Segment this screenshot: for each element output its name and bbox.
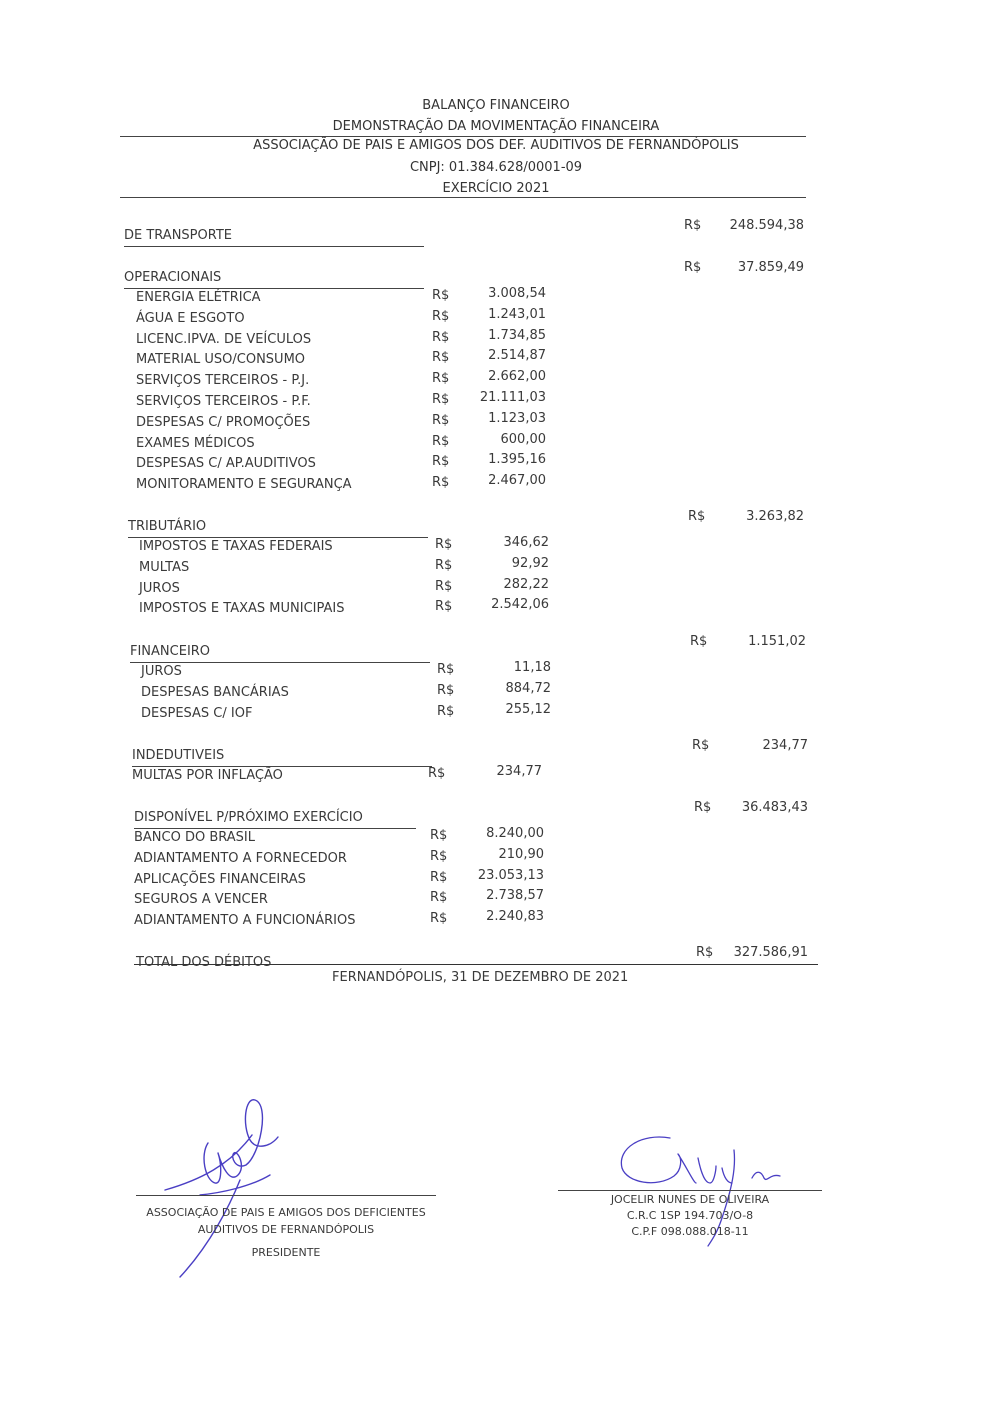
line-item-value: 92,92: [511, 555, 549, 571]
section-total: 3.263,82: [746, 509, 804, 524]
line-item-value: 346,62: [503, 535, 549, 550]
line-item-value: 282,22: [503, 576, 549, 592]
currency-symbol: R$: [432, 412, 450, 428]
line-item-label: JUROS: [141, 664, 182, 679]
currency-symbol: R$: [432, 475, 450, 491]
currency-symbol: R$: [432, 454, 450, 470]
currency-symbol: R$: [430, 848, 448, 864]
line-item-label: JUROS: [139, 580, 180, 596]
section-underline: [130, 662, 430, 663]
section-title: INDEDUTIVEIS: [132, 748, 225, 763]
line-item-value: 23.053,13: [477, 867, 544, 883]
section-title: DISPONÍVEL P/PRÓXIMO EXERCÍCIO: [134, 810, 363, 825]
line-item-value: 2.662,00: [488, 369, 546, 385]
currency-symbol: R$: [435, 599, 453, 615]
line-item-label: ENERGIA ELÉTRICA: [136, 290, 261, 305]
section-total: 37.859,49: [737, 260, 804, 275]
currency-symbol: R$: [437, 703, 455, 719]
line-item-label: DESPESAS C/ IOF: [141, 705, 253, 721]
section-underline: [128, 537, 428, 538]
report-title: BALANÇO FINANCEIRO: [422, 98, 570, 113]
line-item-value: 2.542,06: [491, 597, 549, 613]
currency-symbol: R$: [430, 890, 448, 906]
section-title: FINANCEIRO: [130, 644, 211, 659]
currency-symbol: R$: [432, 329, 450, 345]
line-item-value: 11,18: [513, 660, 551, 675]
line-item-value: 1.123,03: [488, 410, 546, 426]
line-item-label: IMPOSTOS E TAXAS MUNICIPAIS: [139, 601, 345, 617]
line-item-label: DESPESAS C/ AP.AUDITIVOS: [136, 456, 316, 472]
currency-symbol: R$: [692, 738, 710, 753]
right-signature-block: [560, 1193, 820, 1238]
left-signature-line1: ASSOCIAÇÃO DE PAIS E AMIGOS DOS DEFICIENTES: [146, 1206, 426, 1219]
total-underline: [134, 964, 818, 965]
line-item-value: 1.734,85: [488, 327, 546, 343]
currency-symbol: R$: [435, 537, 453, 552]
report-subtitle: DEMONSTRAÇÃO DA MOVIMENTAÇÃO FINANCEIRA: [332, 119, 660, 134]
line-item-value: 210,90: [498, 846, 544, 862]
currency-symbol: R$: [435, 557, 453, 573]
section-underline: [124, 246, 424, 247]
currency-symbol: R$: [694, 800, 712, 815]
accountant-name: JOCELIR NUNES DE OLIVEIRA: [610, 1193, 770, 1206]
currency-symbol: R$: [435, 578, 453, 594]
line-item-label: LICENC.IPVA. DE VEÍCULOS: [136, 331, 312, 347]
section-total: 234,77: [762, 738, 808, 753]
accountant-cpf: C.P.F 098.088.018-11: [631, 1225, 749, 1238]
line-item-label: ADIANTAMENTO A FORNECEDOR: [134, 850, 347, 866]
currency-symbol: R$: [430, 828, 448, 843]
currency-symbol: R$: [688, 509, 706, 524]
line-item-value: 1.395,16: [488, 452, 546, 468]
section-title: OPERACIONAIS: [124, 270, 222, 285]
currency-symbol: R$: [684, 260, 702, 275]
cnpj: CNPJ: 01.384.628/0001-09: [409, 160, 583, 175]
left-signature-role: PRESIDENTE: [251, 1246, 321, 1259]
line-item-label: DESPESAS BANCÁRIAS: [141, 684, 289, 700]
section-title: DE TRANSPORTE: [124, 228, 232, 243]
left-signature-block: [136, 1206, 436, 1259]
currency-symbol: R$: [690, 634, 708, 649]
section-total: 1.151,02: [748, 634, 806, 649]
organization-name: ASSOCIAÇÃO DE PAIS E AMIGOS DOS DEF. AUDITIVOS DE FERNANDÓPOLIS: [253, 138, 739, 153]
line-item-label: MULTAS POR INFLAÇÃO: [132, 768, 283, 783]
line-item-label: ÁGUA E ESGOTO: [136, 310, 245, 326]
line-item-value: 600,00: [500, 431, 546, 447]
currency-symbol: R$: [432, 288, 450, 303]
currency-symbol: R$: [432, 350, 450, 366]
line-item-label: SEGUROS A VENCER: [134, 892, 268, 908]
line-item-value: 1.243,01: [488, 306, 546, 322]
section-total: 36.483,43: [741, 800, 808, 815]
currency-symbol: R$: [430, 911, 448, 927]
fiscal-year: EXERCÍCIO 2021: [442, 181, 550, 196]
line-item-value: 3.008,54: [488, 286, 546, 301]
line-item-label: BANCO DO BRASIL: [134, 830, 255, 845]
currency-symbol: R$: [684, 218, 702, 233]
line-item-value: 255,12: [505, 701, 551, 717]
header-divider-bottom: [120, 197, 806, 198]
left-signature-line: [136, 1195, 436, 1196]
line-item-label: MONITORAMENTO E SEGURANÇA: [136, 477, 352, 493]
currency-symbol: R$: [432, 433, 450, 449]
line-item-label: IMPOSTOS E TAXAS FEDERAIS: [139, 539, 333, 554]
line-item-value: 2.240,83: [486, 909, 544, 925]
currency-symbol: R$: [437, 682, 455, 698]
line-item-value: 2.467,00: [488, 473, 546, 489]
line-item-value: 8.240,00: [486, 826, 544, 841]
currency-symbol: R$: [437, 662, 455, 677]
line-item-value: 2.514,87: [488, 348, 546, 364]
date-line: FERNANDÓPOLIS, 31 DE DEZEMBRO DE 2021: [332, 970, 629, 985]
accountant-crc: C.R.C 1SP 194.703/O-8: [626, 1209, 754, 1222]
line-item-value: 21.111,03: [479, 390, 546, 405]
section-underline: [124, 288, 424, 289]
currency-symbol: R$: [432, 308, 450, 324]
line-item-value: 884,72: [505, 680, 551, 696]
line-item-label: MATERIAL USO/CONSUMO: [136, 352, 306, 368]
section-title: TRIBUTÁRIO: [128, 519, 207, 534]
currency-symbol: R$: [432, 392, 450, 407]
section-underline: [132, 766, 432, 767]
left-signature-line2: AUDITIVOS DE FERNANDÓPOLIS: [197, 1223, 375, 1236]
line-item-label: ADIANTAMENTO A FUNCIONÁRIOS: [134, 913, 356, 929]
total-debitos-value: 327.586,91: [733, 945, 808, 960]
line-item-label: SERVIÇOS TERCEIROS - P.F.: [136, 394, 311, 409]
right-signature-line: [558, 1190, 822, 1191]
currency-symbol: R$: [430, 869, 448, 885]
currency-symbol: R$: [696, 945, 714, 960]
section-total: 248.594,38: [729, 218, 804, 233]
line-item-label: MULTAS: [139, 559, 190, 575]
line-item-label: APLICAÇÕES FINANCEIRAS: [134, 871, 306, 887]
line-item-label: DESPESAS C/ PROMOÇÕES: [136, 414, 311, 430]
currency-symbol: R$: [432, 371, 450, 387]
total-debitos-label: TOTAL DOS DÉBITOS: [136, 955, 272, 970]
line-item-value: 2.738,57: [486, 888, 544, 904]
section-underline: [134, 828, 416, 829]
line-item-label: EXAMES MÉDICOS: [136, 435, 255, 451]
line-item-label: SERVIÇOS TERCEIROS - P.J.: [136, 373, 310, 389]
line-item-value: 234,77: [496, 764, 542, 779]
header-divider: [120, 136, 806, 137]
currency-symbol: R$: [428, 766, 446, 781]
